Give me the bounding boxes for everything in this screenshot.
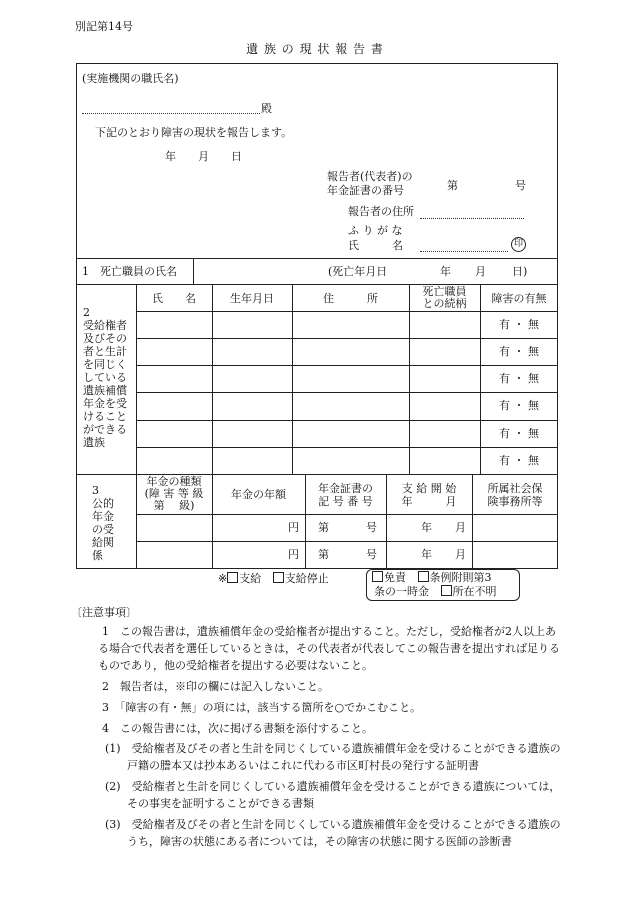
col-header-start: 支 給 開 始 年 月 — [401, 482, 457, 508]
col-header-disability: 障害の有無 — [491, 292, 547, 305]
checkbox-icon — [273, 572, 284, 583]
col-header-pension-type: 年金の種類 (障 害 等 級 第 級) — [144, 475, 204, 512]
rule-s2-col3 — [409, 284, 410, 474]
col-header-office: 所属社会保 険事務所等 — [487, 482, 543, 508]
pension-number-prefix: 第 — [447, 179, 458, 192]
checkbox-icon — [372, 571, 383, 582]
notes-section — [71, 604, 565, 850]
option-exemption: 免責 — [384, 571, 406, 584]
reporter-pension-label-2: 年金証書の番号 — [327, 184, 404, 197]
option-payment: 支給 — [239, 572, 262, 585]
disability-choice-row-6: 有 ・ 無 — [499, 454, 539, 467]
cert-dai-row-1: 第 — [318, 521, 329, 534]
note-4-sub-2: (2) 受給権者と生計を同じくしている遺族補償年金を受けることができる遺族については，その事実を証明することができる書類 — [105, 780, 561, 810]
note-1: 1 この報告書は，遺族補償年金の受給権者が提出すること。ただし，受給権者が2人以上ある場合で代表者を選任しているときは，その代表者が代表してこの報告書を提出すれば足りるものであり，他の受給権者を提出する必要はないこと。 — [98, 625, 560, 672]
section2-side-label: 2 受給権者 及びその 者と生計 を同じく している 遺族補償 年金を受 けること ができる 遺族 — [83, 306, 127, 449]
death-month: 月 — [475, 265, 486, 278]
rule-s3-row2 — [136, 541, 558, 542]
report-date: 年 月 日 — [165, 150, 242, 163]
rule-section2-top — [76, 284, 558, 285]
notes-heading: 〔注意事項〕 — [71, 606, 137, 619]
start-month-row-1: 月 — [455, 521, 466, 534]
cert-dai-row-2: 第 — [318, 548, 329, 561]
bracket-line-2 — [374, 585, 497, 598]
asterisk-mark: ※ — [218, 572, 228, 585]
start-year-row-1: 年 — [421, 521, 432, 534]
option-supplementary-cont: 条の一時金 — [374, 585, 429, 598]
rule-s2-row2 — [136, 338, 558, 339]
page-title: 遺 族 の 現 状 報 告 書 — [246, 42, 384, 56]
cert-go-row-2: 号 — [366, 548, 377, 561]
note-4: 4 この報告書には，次に掲げる書類を添付すること。 — [102, 722, 373, 735]
furigana-label: ふ り が な — [348, 224, 403, 237]
disability-choice-row-4: 有 ・ 無 — [499, 399, 539, 412]
note-4-sub-1: (1) 受給権者及びその者と生計を同じくしている遺族補償年金を受けることができる遺族の戸籍の謄本又は抄本あるいはこれに代わる市区町村長の発行する証明書 — [105, 742, 561, 772]
option-payment-suspended: 支給停止 — [284, 572, 329, 585]
rule-s3-row1 — [136, 514, 558, 515]
death-year: 年 — [440, 265, 451, 278]
note-3: 3 「障害の有・無」の項には，該当する箇所を○でかこむこと。 — [102, 701, 422, 714]
disability-choice-row-1: 有 ・ 無 — [499, 318, 539, 331]
checkbox-icon — [227, 572, 238, 583]
option-supplementary: 条例附則第3 — [429, 571, 492, 584]
rule-s2-col1 — [212, 284, 213, 474]
checkbox-icon — [441, 585, 452, 596]
disability-choice-row-5: 有 ・ 無 — [499, 427, 539, 440]
disability-choice-row-2: 有 ・ 無 — [499, 345, 539, 358]
col-header-annual-amount: 年金の年額 — [231, 488, 286, 501]
section3-side-label: 3 公的 年金 の受 給関 係 — [92, 484, 114, 562]
name-label: 氏 名 — [348, 239, 403, 252]
agency-label: (実施機関の職氏名) — [82, 72, 179, 85]
form-number: 別記第14号 — [75, 20, 133, 33]
honorific: 殿 — [261, 102, 272, 115]
yen-unit-row-1: 円 — [288, 521, 299, 534]
agency-name-line — [82, 113, 260, 114]
seal-mark: 印 — [511, 237, 526, 252]
yen-unit-row-2: 円 — [288, 548, 299, 561]
name-line — [420, 251, 508, 252]
rule-s2-col0 — [136, 284, 137, 474]
death-date-label: (死亡年月日 — [328, 265, 388, 278]
rule-section1-divider — [193, 258, 194, 284]
reporter-pension-label-1: 報告者(代表者)の — [327, 170, 413, 183]
col-header-relationship: 死亡職員 との続柄 — [422, 285, 467, 310]
address-label: 報告者の住所 — [348, 205, 414, 218]
note-2: 2 報告者は，※印の欄には記入しないこと。 — [102, 680, 329, 693]
rule-s2-row5 — [136, 420, 558, 421]
col-header-name: 氏 名 — [152, 292, 196, 305]
disability-choice-row-3: 有 ・ 無 — [499, 372, 539, 385]
cert-go-row-1: 号 — [366, 521, 377, 534]
rule-s2-row4 — [136, 392, 558, 393]
processing-options — [218, 572, 329, 585]
deceased-name-label: 1 死亡職員の氏名 — [82, 265, 177, 278]
rule-s2-row1 — [136, 311, 558, 312]
option-whereabouts-unknown: 所在不明 — [452, 585, 497, 598]
pension-number-suffix: 号 — [515, 179, 526, 192]
start-year-row-2: 年 — [421, 548, 432, 561]
bracket-line-1 — [372, 571, 492, 584]
rule-s2-row6 — [136, 447, 558, 448]
note-4-sub-3: (3) 受給権者及びその者と生計を同じくしている遺族補償年金を受けることができる遺族のうち，障害の状態にある者については，その障害の状態に関する医師の診断書 — [105, 818, 561, 848]
rule-s2-row3 — [136, 365, 558, 366]
start-month-row-2: 月 — [455, 548, 466, 561]
address-line — [420, 218, 524, 219]
rule-s2-col2 — [292, 284, 293, 474]
col-header-address: 住 所 — [323, 292, 378, 305]
checkbox-icon — [418, 571, 429, 582]
rule-section1-top — [76, 258, 558, 259]
col-header-birthdate: 生年月日 — [230, 292, 274, 305]
col-header-certificate: 年金証書の 記 号 番 号 — [318, 482, 373, 508]
death-day: 日) — [512, 265, 528, 278]
report-statement: 下記のとおり障害の現状を報告します。 — [95, 126, 293, 139]
